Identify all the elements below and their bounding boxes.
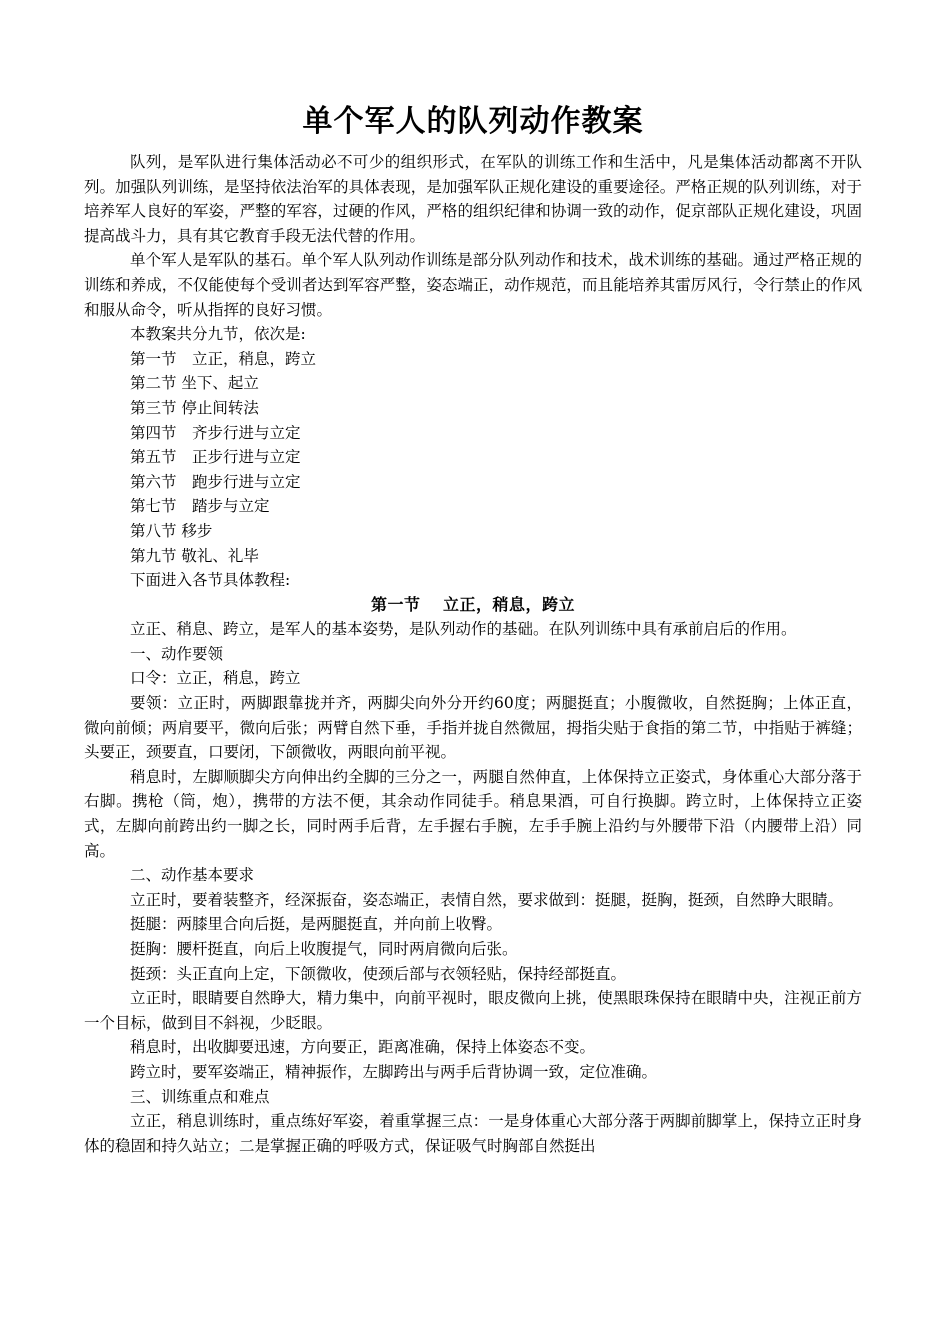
transition-line: 下面进入各节具体教程: xyxy=(130,571,291,590)
body-paragraph: 跨立时，要军姿端正，精神振作，左脚跨出与两手后背协调一致，定位准确。 xyxy=(130,1062,658,1081)
section-list-item: 第七节 踏步与立定 xyxy=(130,497,270,516)
section-list-item: 第二节 坐下、起立 xyxy=(130,374,259,393)
intro-paragraph: 单个军人是军队的基石。单个军人队列动作训练是部分队列动作和技术，战术训练的基础。通过严格正规的训练和养成，不仅能使每个受训者达到军容严整，姿态端正，动作规范，而且能培养其雷厉风行，令行禁止的作风和服从命令，听从指挥的良好习惯。 xyxy=(84,251,862,319)
body-paragraph: 立正时，眼睛要自然睁大，精力集中，向前平视时，眼皮微向上挑，使黑眼珠保持在眼睛中央，注视正前方一个目标，做到目不斜视，少眨眼。 xyxy=(84,989,862,1032)
document-title: 单个军人的队列动作教案 xyxy=(302,104,644,139)
section-list-item: 第八节 移步 xyxy=(130,521,213,540)
intro-paragraph: 本教案共分九节，依次是: xyxy=(130,325,306,344)
section-list-item: 第五节 正步行进与立定 xyxy=(130,448,301,467)
body-paragraph: 稍息时，左脚顺脚尖方向伸出约全脚的三分之一，两腿自然伸直，上体保持立正姿式，身体重心大部分落于右脚。携枪（筒，炮），携带的方法不便，其余动作同徒手。稍息果酒，可自行换脚。跨立时，上体保持立正姿式，左脚向前跨出约一脚之长，同时两手后背，左手握右手腕，左手手腕上沿约与外腰带下沿（内腰带上沿）同高。 xyxy=(84,767,862,860)
subheading: 三、训练重点和难点 xyxy=(130,1087,270,1106)
document-body xyxy=(84,150,862,1158)
body-paragraph: 挺胸：腰杆挺直，向后上收腹提气，同时两肩微向后张。 xyxy=(130,940,518,958)
body-paragraph: 立正时，要着装整齐，经深振奋，姿态端正，表情自然，要求做到：挺腿，挺胸，挺颈，自然睁大眼睛。 xyxy=(130,890,844,909)
body-paragraph: 挺颈：头正直向上定，下颌微收，使颈后部与衣领轻贴，保持经部挺直。 xyxy=(130,964,627,983)
body-paragraph: 稍息时，出收脚要迅速，方向要正，距离准确，保持上体姿态不变。 xyxy=(130,1038,596,1057)
body-paragraph: 立正、稍息、跨立，是军人的基本姿势，是队列动作的基础。在队列训练中具有承前启后的作用。 xyxy=(130,620,797,639)
body-paragraph: 立正，稍息训练时，重点练好军姿，着重掌握三点：一是身体重心大部分落于两脚前脚掌上，保持立正时身体的稳固和持久站立；二是掌握正确的呼吸方式，保证吸气时胸部自然挺出 xyxy=(84,1112,862,1155)
section-list-item: 第四节 齐步行进与立定 xyxy=(130,423,301,442)
body-paragraph: 口令：立正，稍息，跨立 xyxy=(130,669,301,688)
section-list-item: 第一节 立正，稍息，跨立 xyxy=(130,349,317,368)
section-heading: 第一节 立正，稍息，跨立 xyxy=(370,594,576,614)
section-list-item: 第三节 停止间转法 xyxy=(130,398,259,417)
subheading: 一、动作要领 xyxy=(130,644,224,663)
section-list-item: 第九节 敬礼、礼毕 xyxy=(130,546,259,565)
intro-paragraph: 队列，是军队进行集体活动必不可少的组织形式，在军队的训练工作和生活中，凡是集体活动都离不开队列。加强队列训练，是坚持依法治军的具体表现，是加强军队正规化建设的重要途径。严格正规的队列训练，对于培养军人良好的军姿，严整的军容，过硬的作风，严格的组织纪律和协调一致的动作，促京部队正规化建设，巩固提高战斗力，具有其它教育手段无法代替的作用。 xyxy=(84,153,862,245)
subheading: 二、动作基本要求 xyxy=(130,866,255,885)
body-paragraph: 挺腿：两膝里合向后挺，是两腿挺直，并向前上收臀。 xyxy=(130,915,503,934)
section-list-item: 第六节 跑步行进与立定 xyxy=(130,472,301,491)
body-paragraph: 要领：立正时，两脚跟靠拢并齐，两脚尖向外分开约60度；两腿挺直；小腹微收，自然挺胸；上体正直，微向前倾；两肩要平，微向后张；两臂自然下垂，手指并拢自然微屈，拇指尖贴于食指的第二节，中指贴于裤缝；头要正，颈要直，口要闭，下颌微收，两眼向前平视。 xyxy=(84,694,862,762)
